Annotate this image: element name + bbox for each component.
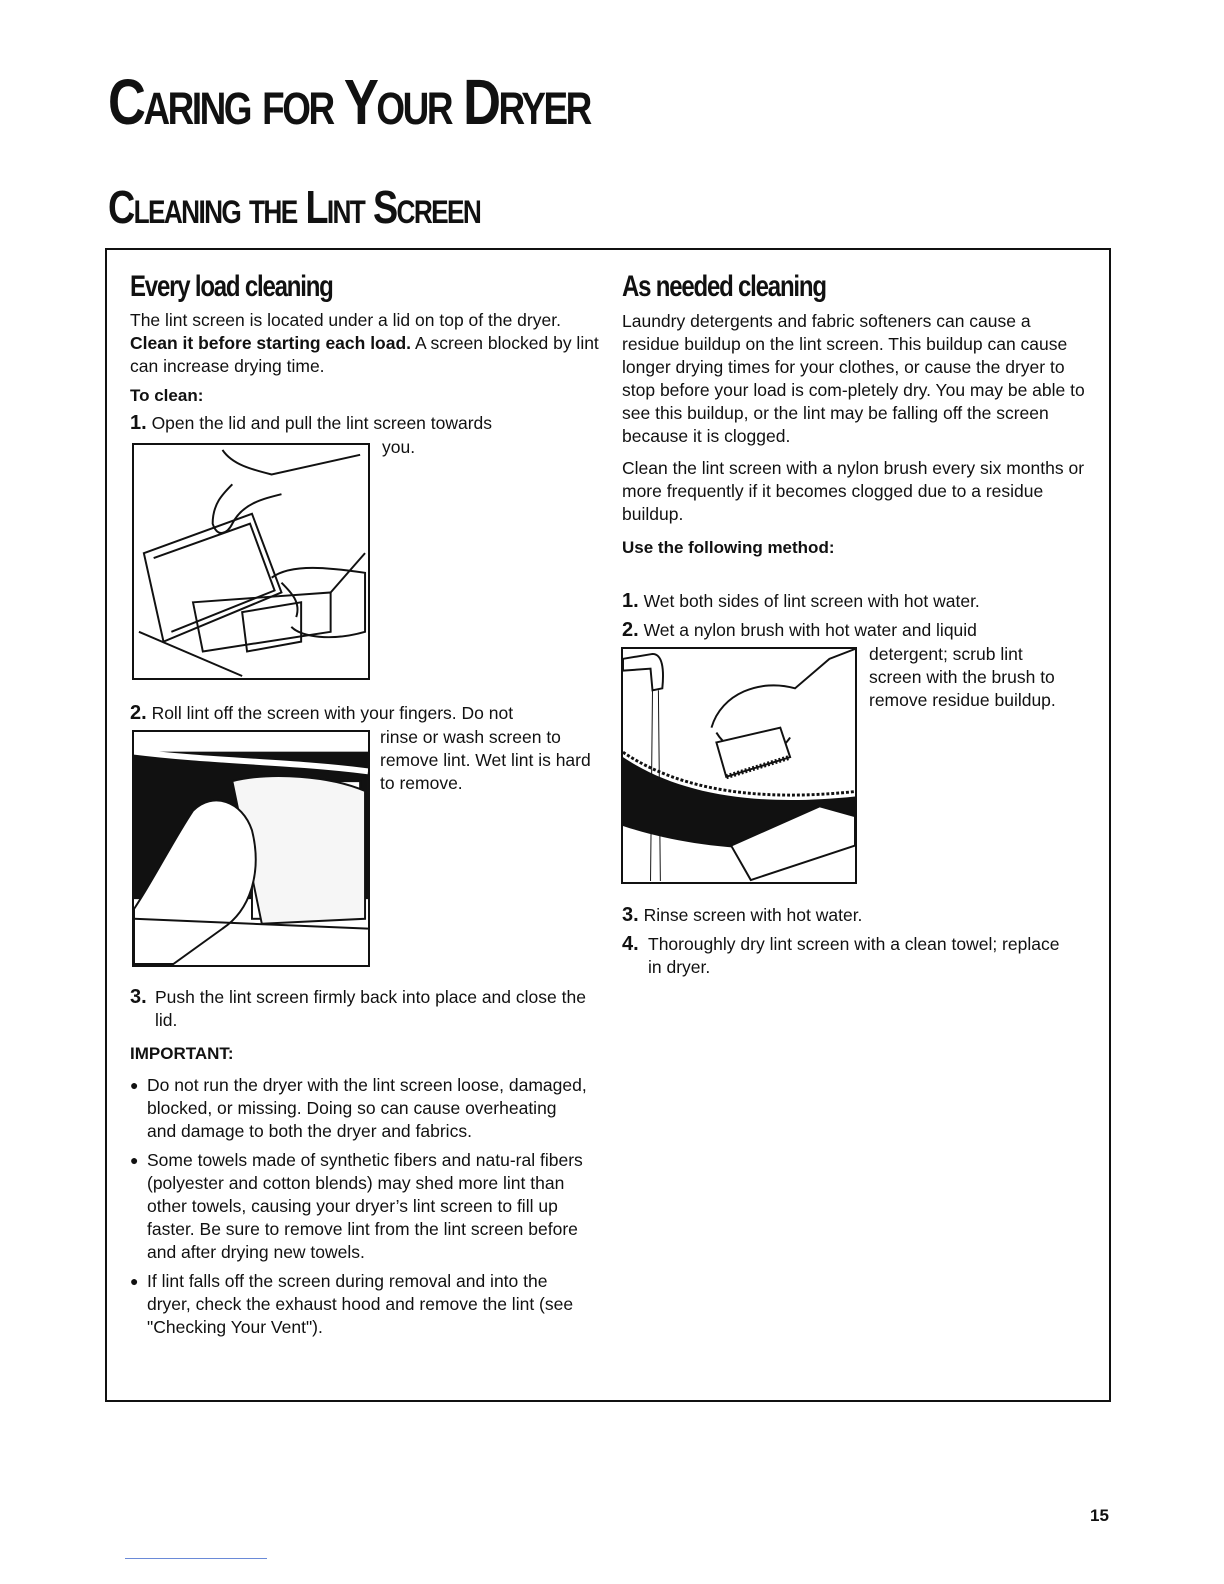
right-para-2: Clean the lint screen with a nylon brush every six months or more frequently if it becomes clogged due to a residue buildup. bbox=[622, 458, 1085, 524]
left-step-2 bbox=[130, 702, 600, 725]
illustration-roll-lint bbox=[132, 730, 370, 967]
step-number: 3. bbox=[622, 904, 639, 926]
roll-lint-illustration bbox=[134, 732, 368, 965]
bullet-item bbox=[130, 1270, 590, 1339]
open-lid-illustration bbox=[134, 445, 368, 678]
right-step-2-cont bbox=[869, 643, 1079, 712]
step-text: Thoroughly dry lint screen with a clean towel; replace in dryer. bbox=[648, 934, 1060, 977]
left-step-2-cont bbox=[380, 726, 598, 795]
left-step-3 bbox=[130, 986, 590, 1065]
step-text: Push the lint screen firmly back into place and close the lid. bbox=[155, 987, 586, 1030]
bullet-dot: ● bbox=[130, 1273, 139, 1289]
as-needed-heading: As needed cleaning bbox=[622, 270, 826, 303]
step-number: 2. bbox=[622, 619, 639, 641]
step-text-cont: detergent; scrub lint screen with the brush to remove residue buildup. bbox=[869, 644, 1056, 710]
right-step-2 bbox=[622, 619, 1088, 642]
intro-text-b: A screen blocked by lint can increase drying time. bbox=[130, 333, 599, 376]
right-step-4 bbox=[622, 933, 1062, 979]
step-text-cont: you. bbox=[382, 437, 416, 457]
bullet-dot: ● bbox=[130, 1077, 139, 1093]
intro-text-a: The lint screen is located under a lid on top of the dryer. bbox=[130, 310, 561, 330]
step-number: 1. bbox=[130, 412, 147, 434]
important-label: IMPORTANT: bbox=[130, 1044, 234, 1063]
left-intro-text bbox=[130, 309, 600, 378]
bullet-text: Some towels made of synthetic fibers and natu-ral fibers (polyester and cotton blends) may shed more lint than other towels, causing your dryer’s lint screen to fill up faster. Be sure to remove lint from the lint screen before and after drying new towels. bbox=[147, 1150, 583, 1262]
step-text: Open the lid and pull the lint screen towards bbox=[151, 413, 493, 433]
step-text: Rinse screen with hot water. bbox=[643, 905, 863, 925]
illustration-open-lid bbox=[132, 443, 370, 680]
bullet-text: If lint falls off the screen during removal and into the dryer, check the exhaust hood and remove the lint (see "Checking Your Vent"). bbox=[147, 1271, 574, 1337]
step-text: Wet a nylon brush with hot water and liquid bbox=[643, 620, 977, 640]
bullet-dot: ● bbox=[130, 1152, 139, 1168]
important-bullets bbox=[130, 1074, 590, 1339]
page-number: 15 bbox=[1090, 1506, 1109, 1525]
left-intro bbox=[130, 309, 600, 407]
bullet-item bbox=[130, 1074, 590, 1143]
right-step-3 bbox=[622, 904, 1088, 927]
section-title: Cleaning the Lint Screen bbox=[108, 181, 481, 233]
step-number: 2. bbox=[130, 702, 147, 724]
step-number: 1. bbox=[622, 590, 639, 612]
left-step-1-cont bbox=[382, 436, 582, 459]
step-number: 4. bbox=[622, 933, 639, 955]
scrub-screen-illustration bbox=[623, 649, 855, 882]
page-title: Caring for Your Dryer bbox=[108, 66, 590, 138]
every-load-heading: Every load cleaning bbox=[130, 270, 333, 303]
right-para-1: Laundry detergents and fabric softeners can cause a residue buildup on the lint screen. This buildup can cause longer drying times for your clothes, or cause the dryer to stop before your load is com-pletely dry. You may be able to see this buildup, or the lint may be falling off the screen because it is clogged. bbox=[622, 311, 1085, 446]
right-intro bbox=[622, 310, 1088, 559]
bullet-item bbox=[130, 1149, 590, 1264]
bullet-text: Do not run the dryer with the lint screen loose, damaged, blocked, or missing. Doing so can cause overheating and damage to both the dryer and fabrics. bbox=[147, 1075, 587, 1141]
right-step-1 bbox=[622, 590, 1088, 613]
left-step-1 bbox=[130, 412, 600, 435]
step-text-cont: rinse or wash screen to remove lint. Wet lint is hard to remove. bbox=[380, 727, 591, 793]
step-text: Roll lint off the screen with your fingers. Do not bbox=[151, 703, 514, 723]
step-text: Wet both sides of lint screen with hot water. bbox=[643, 591, 980, 611]
intro-text-bold: Clean it before starting each load. bbox=[130, 333, 412, 353]
illustration-scrub-screen bbox=[621, 647, 857, 884]
method-label: Use the following method: bbox=[622, 538, 835, 557]
right-column bbox=[622, 272, 1092, 302]
left-column bbox=[130, 272, 600, 302]
footer-rule bbox=[125, 1558, 267, 1559]
to-clean-label: To clean: bbox=[130, 386, 204, 405]
step-number: 3. bbox=[130, 986, 147, 1008]
